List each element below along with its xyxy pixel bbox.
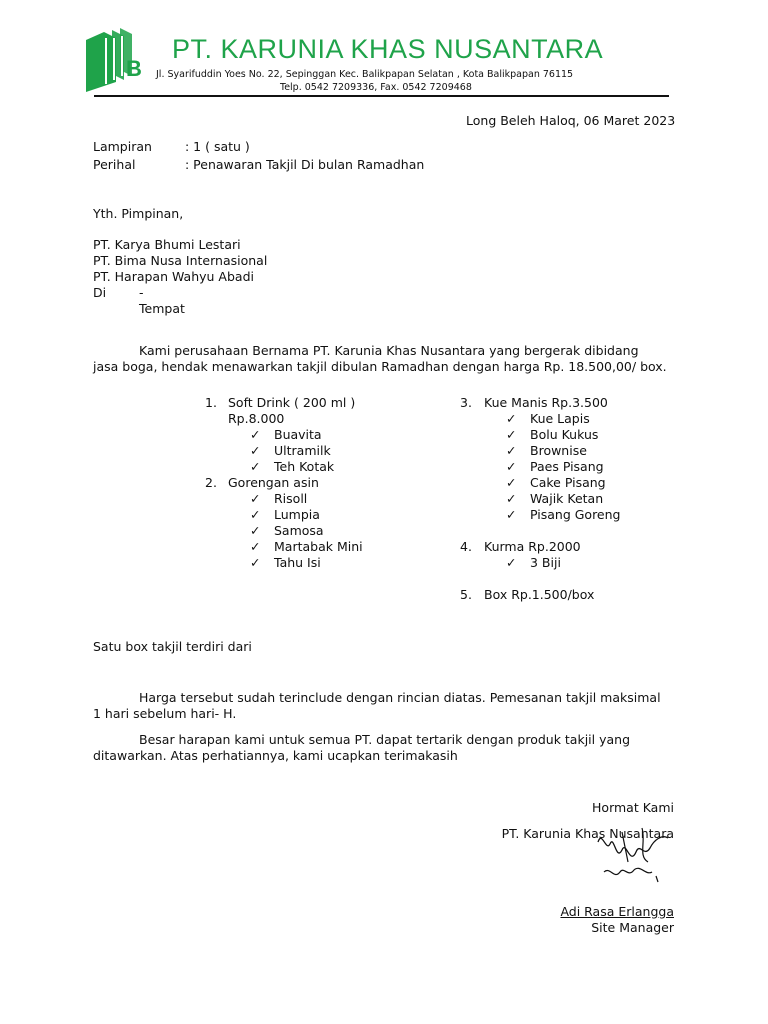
sub-item bbox=[250, 523, 324, 538]
sub-item-label: Kue Lapis bbox=[530, 411, 590, 426]
perihal-label: Perihal bbox=[93, 157, 136, 172]
signer-title: Site Manager bbox=[591, 920, 674, 935]
sub-item bbox=[250, 539, 363, 554]
sub-item bbox=[506, 555, 561, 570]
menu-item-price: Rp.8.000 bbox=[228, 411, 285, 426]
di-label: Di bbox=[93, 285, 107, 300]
sub-item-label: Cake Pisang bbox=[530, 475, 606, 490]
sub-item bbox=[250, 555, 321, 570]
sub-item-label: Paes Pisang bbox=[530, 459, 604, 474]
menu-item-number: 3. bbox=[460, 395, 472, 410]
checkmark-icon: ✓ bbox=[250, 427, 261, 442]
checkmark-icon: ✓ bbox=[506, 475, 517, 490]
company-logo bbox=[82, 26, 140, 92]
sub-item-label: Ultramilk bbox=[274, 443, 331, 458]
sub-item-label: Wajik Ketan bbox=[530, 491, 604, 506]
menu-item-title: Kue Manis Rp.3.500 bbox=[484, 395, 608, 410]
sub-item bbox=[250, 443, 331, 458]
menu-item-title: Box Rp.1.500/box bbox=[484, 587, 595, 602]
checkmark-icon: ✓ bbox=[250, 507, 261, 522]
intro-line-1: Kami perusahaan Bernama PT. Karunia Khas Nusantara yang bergerak dibidang bbox=[139, 343, 639, 358]
closing-company: PT. Karunia Khas Nusantara bbox=[501, 826, 674, 841]
signer-name: Adi Rasa Erlangga bbox=[560, 904, 674, 919]
recipient: PT. Bima Nusa Internasional bbox=[93, 253, 268, 268]
header-divider bbox=[94, 95, 669, 97]
sub-item bbox=[250, 491, 307, 506]
checkmark-icon: ✓ bbox=[250, 523, 261, 538]
sub-item-label: Buavita bbox=[274, 427, 322, 442]
sub-item bbox=[250, 507, 320, 522]
company-address: Jl. Syarifuddin Yoes No. 22, Sepinggan Kec. Balikpapan Selatan , Kota Balikpapan 76115 bbox=[156, 69, 574, 80]
menu-item-number: 2. bbox=[205, 475, 217, 490]
menu-item-title: Gorengan asin bbox=[228, 475, 319, 490]
recipient: PT. Harapan Wahyu Abadi bbox=[93, 269, 254, 284]
checkmark-icon: ✓ bbox=[506, 427, 517, 442]
box-contents-line: Satu box takjil terdiri dari bbox=[93, 639, 252, 654]
para3-line-2: ditawarkan. Atas perhatiannya, kami ucapkan terimakasih bbox=[93, 748, 458, 763]
sub-item-label: Pisang Goreng bbox=[530, 507, 621, 522]
checkmark-icon: ✓ bbox=[506, 555, 517, 570]
menu-item-title: Soft Drink ( 200 ml ) bbox=[228, 395, 356, 410]
perihal-value: : Penawaran Takjil Di bulan Ramadhan bbox=[185, 157, 425, 172]
menu-item-number: 4. bbox=[460, 539, 472, 554]
checkmark-icon: ✓ bbox=[506, 459, 517, 474]
sub-item bbox=[506, 411, 590, 426]
sub-item-label: Bolu Kukus bbox=[530, 427, 599, 442]
sub-item bbox=[506, 475, 606, 490]
sub-item-label: 3 Biji bbox=[530, 555, 561, 570]
para2-line-1: Harga tersebut sudah terinclude dengan rincian diatas. Pemesanan takjil maksimal bbox=[139, 690, 661, 705]
checkmark-icon: ✓ bbox=[506, 443, 517, 458]
checkmark-icon: ✓ bbox=[250, 555, 261, 570]
checkmark-icon: ✓ bbox=[250, 491, 261, 506]
checkmark-icon: ✓ bbox=[506, 491, 517, 506]
date-line: Long Beleh Haloq, 06 Maret 2023 bbox=[466, 113, 676, 128]
recipient: PT. Karya Bhumi Lestari bbox=[93, 237, 241, 252]
lampiran-label: Lampiran bbox=[93, 139, 152, 154]
sub-item bbox=[506, 427, 598, 442]
checkmark-icon: ✓ bbox=[250, 539, 261, 554]
sub-item bbox=[506, 491, 603, 506]
para3-line-1: Besar harapan kami untuk semua PT. dapat tertarik dengan produk takjil yang bbox=[139, 732, 631, 747]
sub-item bbox=[506, 459, 604, 474]
menu-item-number: 1. bbox=[205, 395, 217, 410]
tempat-label: Tempat bbox=[139, 301, 185, 316]
signature-mark bbox=[592, 822, 674, 890]
para2-line-2: 1 hari sebelum hari- H. bbox=[93, 706, 237, 721]
checkmark-icon: ✓ bbox=[506, 411, 517, 426]
menu-item-title: Kurma Rp.2000 bbox=[484, 539, 581, 554]
sub-item-label: Brownise bbox=[530, 443, 587, 458]
checkmark-icon: ✓ bbox=[250, 459, 261, 474]
sub-item-label: Martabak Mini bbox=[274, 539, 363, 554]
di-dash: - bbox=[139, 285, 144, 300]
intro-line-2: jasa boga, hendak menawarkan takjil dibulan Ramadhan dengan harga Rp. 18.500,00/ box. bbox=[93, 359, 667, 374]
sub-item bbox=[506, 507, 621, 522]
closing-hormat: Hormat Kami bbox=[592, 800, 674, 815]
lampiran-value: : 1 ( satu ) bbox=[185, 139, 250, 154]
sub-item-label: Tahu Isi bbox=[274, 555, 321, 570]
menu-item-number: 5. bbox=[460, 587, 472, 602]
checkmark-icon: ✓ bbox=[250, 443, 261, 458]
sub-item bbox=[506, 443, 587, 458]
svg-text:B: B bbox=[126, 56, 142, 81]
sub-item-label: Risoll bbox=[274, 491, 308, 506]
salutation: Yth. Pimpinan, bbox=[93, 206, 184, 221]
checkmark-icon: ✓ bbox=[506, 507, 517, 522]
sub-item bbox=[250, 459, 334, 474]
sub-item bbox=[250, 427, 322, 442]
company-phone: Telp. 0542 7209336, Fax. 0542 7209468 bbox=[280, 82, 472, 93]
company-name: PT. KARUNIA KHAS NUSANTARA bbox=[172, 34, 604, 64]
sub-item-label: Teh Kotak bbox=[274, 459, 335, 474]
sub-item-label: Lumpia bbox=[274, 507, 320, 522]
sub-item-label: Samosa bbox=[274, 523, 324, 538]
